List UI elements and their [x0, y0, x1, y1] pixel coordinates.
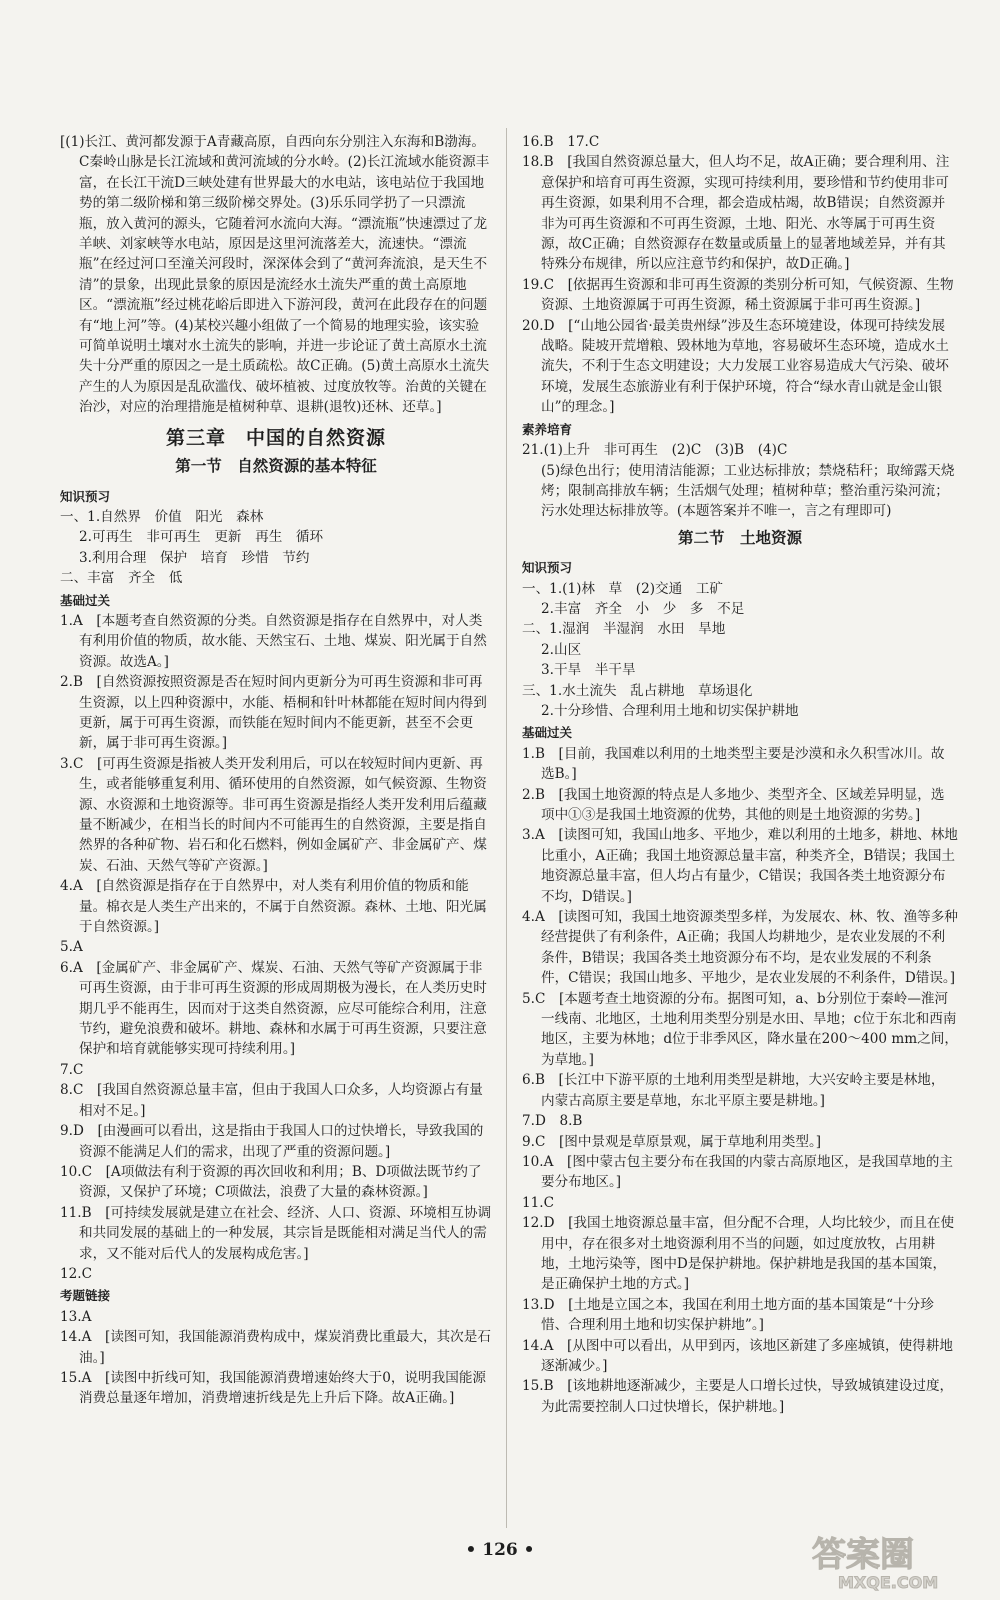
answer-item: 12.C [60, 1265, 93, 1282]
answer-item: 21.(1)上升 非可再生 (2)C (3)B (4)C [522, 442, 788, 459]
preview-line: 2.十分珍惜、合理利用土地和切实保护耕地 [541, 702, 799, 719]
heading-exam: 考题链接 [60, 1288, 111, 1304]
heading-preview: 知识预习 [60, 488, 111, 504]
answer-item: 11.B [可持续发展就是建立在社会、经济、人口、资源、环境相互协调和共同发展的基础上的一种发展，其宗旨是既能相对满足当代人的需求，又不能对后代人的发展构成危害。] [60, 1204, 492, 1262]
heading-quality: 素养培育 [522, 421, 573, 437]
answer-item: 18.B [我国自然资源总量大，但人均不足，故A正确；要合理利用、注意保护和培育可再生资源，实现可持续利用，要珍惜和节约使用非可再生资源，如果利用不合理，都会造成枯竭，故B错误；自然资源并非为可再生资源和不可再生资源，土地、阳光、水等属于可再生资源，故C正确；自然资源存在数量或质量上的显著地域差异，并有其特殊分布规律，所以应注意节约和保护，故D正确。] [522, 154, 950, 273]
preview-line: 二、丰富 齐全 低 [60, 570, 183, 587]
answer-item: (5)绿色出行；使用清洁能源；工业达标排放；禁烧秸秆；取缔露天烧烤；限制高排放车辆；生活烟气处理；植树种草；整治重污染河流；污水处理达标排放等。(本题答案并不唯一，言之有理即可) [541, 462, 955, 520]
answer-item: 1.A [本题考查自然资源的分类。自然资源是指存在自然界中，对人类有利用价值的物质，故水能、天然宝石、土地、煤炭、阳光属于自然资源。故选A。] [60, 612, 487, 670]
answer-item: 9.C [图中景观是草原景观，属于草地利用类型。] [522, 1133, 822, 1150]
answer-item: 2.B [我国土地资源的特点是人多地少、类型齐全、区域差异明显，选项中①③是我国土地资源的优势，其他的则是土地资源的劣势。] [522, 786, 945, 823]
preview-line: 3.利用合理 保护 培育 珍惜 节约 [79, 549, 310, 566]
answer-item: 5.C [本题考查土地资源的分布。据图可知，a、b分别位于秦岭—淮河一线南、北地区，土地利用类型分别是水田、旱地；c位于东北和西南地区，主要为林地；d位于非季风区，降水量在200～400 mm之间，为草地。] [522, 990, 958, 1068]
page-number: • 126 • [465, 1540, 535, 1560]
answer-item: 14.A [从图中可以看出，从甲到丙，该地区新建了多座城镇，使得耕地逐渐减少。] [522, 1337, 953, 1374]
answer-item: 4.A [自然资源是指存在于自然界中，对人类有利用价值的物质和能量。棉衣是人类生产出来的，不属于自然资源。森林、土地、阳光属于自然资源。] [60, 878, 487, 936]
answer-item: 7.D 8.B [522, 1113, 583, 1130]
answer-item: 5.A [60, 939, 83, 956]
heading-preview: 知识预习 [522, 560, 573, 576]
answer-item: 16.B 17.C [522, 134, 600, 150]
answer-text: [(1)长江、黄河都发源于A青藏高原，自西向东分别注入东海和B渤海。C秦岭山脉是长江流域和黄河流域的分水岭。(2)长江流域水能资源丰富，在长江干流D三峡处建有世界最大的水电站，该电站位于我国地势的第二级阶梯和第三级阶梯交界处。(3)乐乐同学扔了一只漂流瓶，放入黄河的源头，它随着河水流向大海。“漂流瓶”快速漂过了龙羊峡、刘家峡等水电站，原因是这里河流落差大，流速快。“漂流瓶”在经过河口至潼关河段时，深深体会到了“黄河奔流浪，是天生不清”的景象，出现此景象的原因是流经水土流失严重的黄土高原地区。“漂流瓶”经过桃花峪后即进入下游河段，黄河在此段存在的问题有“地上河”等。(4)某校兴趣小组做了一个简易的地理实验，该实验可简单说明土壤对水土流失的影响，并进一步论证了黄土高原水土流失十分严重的原因之一是土质疏松。故C正确。(5)黄土高原水土流失产生的人为原因是乱砍滥伐、破坏植被、过度放牧等。治黄的关键在治沙，对应的治理措施是植树种草、退耕(退牧)还林、还草。] [60, 134, 490, 416]
column-divider [506, 128, 507, 1528]
answer-item: 6.A [金属矿产、非金属矿产、煤炭、石油、天然气等矿产资源属于非可再生资源，由于非可再生资源的形成周期极为漫长，在人类历史时期几乎不能再生，因而对于这类自然资源，应尽可能综合利用，注意节约，避免浪费和破坏。耕地、森林和水属于可再生资源，只要注意保护和培育就能够实现可持续利用。] [60, 959, 487, 1058]
section-title: 第一节 自然资源的基本特征 [175, 457, 377, 476]
answer-item: 13.A [60, 1308, 92, 1325]
answer-item: 2.B [自然资源按照资源是否在短时间内更新分为可再生资源和非可再生资源，以上四种资源中，水能、梧桐和针叶林都能在短时间内得到更新，属于可再生资源，而铁能在短时间内不能更新，甚至不会更新，属于非可再生资源。] [60, 674, 487, 752]
preview-line: 三、1.水土流失 乱占耕地 草场退化 [522, 682, 753, 699]
watermark-subtext: MXQE.COM [838, 1573, 939, 1592]
answer-item: 13.D [土地是立国之本，我国在利用土地方面的基本国策是“十分珍惜、合理利用土地和切实保护耕地”。] [522, 1296, 934, 1334]
answer-item: 8.C [我国自然资源总量丰富，但由于我国人口众多，人均资源占有量相对不足。] [60, 1082, 483, 1119]
preview-line: 一、1.(1)林 草 (2)交通 工矿 [522, 580, 724, 597]
answer-item: 7.C [60, 1061, 84, 1078]
answer-item: 15.B [该地耕地逐渐减少，主要是人口增长过快，导致城镇建设过度，为此需要控制人口过快增长，保护耕地。] [522, 1378, 954, 1415]
heading-basic: 基础过关 [522, 725, 573, 741]
answer-item: 11.C [522, 1194, 555, 1211]
section-title: 第二节 土地资源 [677, 528, 802, 547]
answer-item: 9.D [由漫画可以看出，这是指由于我国人口的过快增长，导致我国的资源不能满足人们的需求，出现了严重的资源问题。] [60, 1123, 484, 1160]
answer-item: 19.C [依据再生资源和非可再生资源的类别分析可知，气候资源、生物资源、土地资源属于可再生资源，稀土资源属于非可再生资源。] [522, 276, 954, 314]
preview-line: 3.干旱 半干旱 [541, 662, 636, 679]
answer-item: 3.A [读图可知，我国山地多、平地少，难以利用的土地多，耕地、林地比重小，A正确；我国土地资源总量丰富，种类齐全，B错误；我国土地资源总量丰富，但人均占有量少，C错误；我国各类土地资源分布不均，D错误。] [522, 827, 958, 905]
watermark-text: 答案圈 [812, 1535, 914, 1575]
answer-item: 10.A [图中蒙古包主要分布在我国的内蒙古高原地区，是我国草地的主要分布地区。] [522, 1153, 953, 1191]
answer-item: 12.D [我国土地资源总量丰富，但分配不合理，人均比较少，而且在使用中，存在很多对土地资源利用不当的问题，如过度放牧，占用耕地，土地污染等，图中D是保护耕地。保护耕地是我国的基本国策，是正确保护土地的方式。] [522, 1215, 955, 1293]
answer-item: 4.A [读图可知，我国土地资源类型多样，为发展农、林、牧、渔等多种经营提供了有利条件，A正确；我国人均耕地少，是农业发展的不利条件，B错误；我国各类土地资源分布不均，是农业发展的不利条件，C错误；我国山地多、平地少，是农业发展的不利条件，D错误。] [522, 909, 958, 987]
preview-line: 二、1.湿润 半湿润 水田 旱地 [522, 621, 726, 638]
answer-item: 15.A [读图中折线可知，我国能源消费增速始终大于0，说明我国能源消费总量逐年增加，消费增速折线是先上升后下降。故A正确。] [60, 1369, 487, 1407]
preview-line: 2.可再生 非可再生 更新 再生 循环 [79, 529, 324, 546]
answer-item: 20.D [“山地公园省·最美贵州绿”涉及生态环境建设，体现可持续发展战略。陡坡开荒增粮、毁林地为草地，容易破坏生态环境，造成水土流失，不利于生态文明建设；大力发展工业容易造成大气污染、破坏环境，发展生态旅游业有利于保护环境，符合“绿水青山就是金山银山”的理念。] [522, 317, 949, 416]
answer-item: 1.B [目前，我国难以利用的土地类型主要是沙漠和永久积雪冰川。故选B。] [522, 745, 945, 783]
preview-line: 一、1.自然界 价值 阳光 森林 [60, 508, 264, 525]
preview-line: 2.山区 [541, 641, 582, 658]
chapter-title: 第三章 中国的自然资源 [165, 426, 386, 449]
answer-item: 3.C [可再生资源是指被人类开发利用后，可以在较短时间内更新、再生，或者能够重复利用、循环使用的自然资源，如气候资源、生物资源、水资源和土地资源等。非可再生资源是指经人类开发利用后蕴藏量不断减少，在相当长的时间内不可能再生的自然资源，主要是指自然界的各种矿物、岩石和化石燃料，例如金属矿产、非金属矿产、煤炭、石油、天然气等矿产资源。] [60, 755, 487, 874]
answer-item: 14.A [读图可知，我国能源消费构成中，煤炭消费比重最大，其次是石油。] [60, 1329, 491, 1366]
right-column [522, 132, 958, 1417]
answer-item: 6.B [长江中下游平原的土地利用类型是耕地，大兴安岭主要是林地，内蒙古高原主要是草地，东北平原主要是耕地。] [522, 1072, 945, 1109]
preview-line: 2.丰富 齐全 小 少 多 不足 [541, 600, 745, 617]
watermark-logo [808, 1530, 978, 1592]
heading-basic: 基础过关 [60, 592, 111, 608]
answer-item: 10.C [A项做法有利于资源的再次回收和利用；B、D项做法既节约了资源，又保护了环境；C项做法，浪费了大量的森林资源。] [60, 1163, 482, 1201]
left-column [60, 132, 492, 1409]
